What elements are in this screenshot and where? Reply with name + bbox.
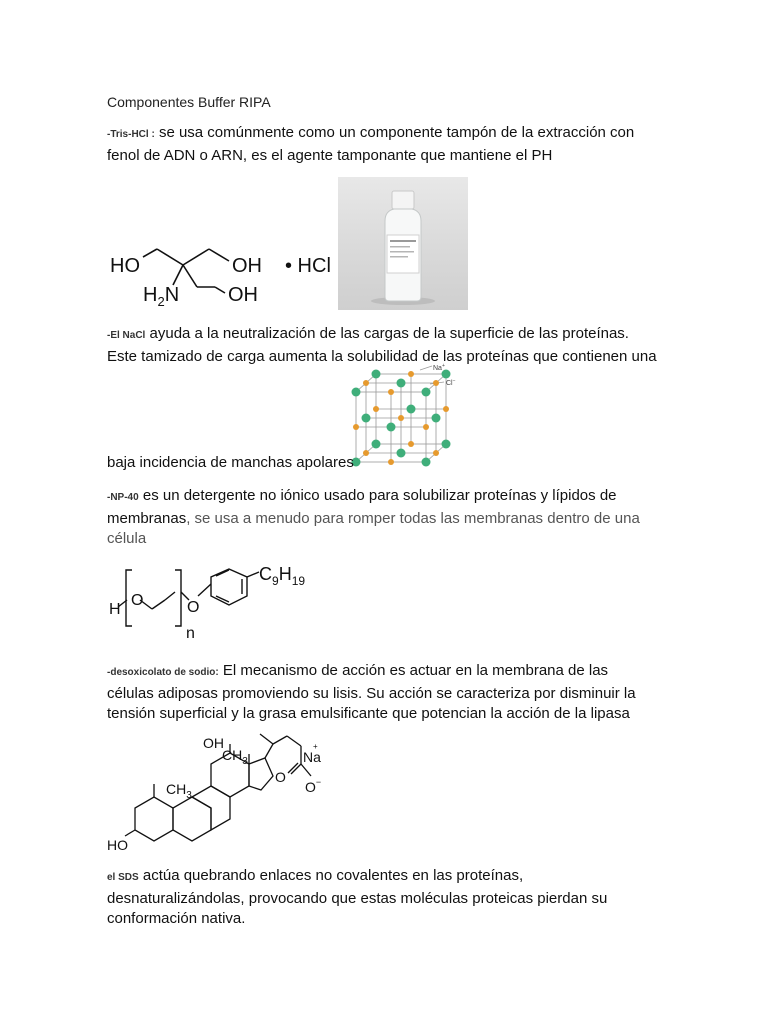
tris-oh-1: OH	[232, 255, 262, 277]
tris-hcl: • HCl	[285, 255, 331, 277]
np40-o1: O	[131, 592, 144, 609]
deoxy-label: -desoxicolato de sodio:	[107, 667, 219, 678]
tris-line1: se usa comúnmente como un componente tampón de la extracción con	[154, 124, 635, 141]
tris-ho: HO	[110, 255, 140, 277]
deoxy-paragraph	[107, 661, 636, 725]
tris-label: -Tris-HCl :	[107, 129, 155, 140]
np40-label: -NP-40	[107, 492, 139, 503]
deoxy-line1: El mecanismo de acción es actuar en la membrana de las	[218, 662, 609, 679]
nacl-crystal-lattice	[346, 362, 464, 470]
nacl-label: -El NaCl	[107, 330, 146, 341]
np40-line1: es un detergente no iónico usado para solubilizar proteínas y lípidos de	[138, 487, 617, 504]
np40-c9h19: $C_9H_{19}$	[259, 564, 306, 588]
page-title: Componentes Buffer RIPA	[107, 94, 271, 110]
deoxy-line2: células adiposas promoviendo su lisis. Su acción se caracteriza por disminuir la	[107, 684, 636, 702]
nacl-paragraph	[107, 324, 657, 367]
np40-line2a: membranas	[107, 509, 187, 527]
nacl-line2: Este tamizado de carga aumenta la solubilidad de las proteínas que contienen una	[107, 347, 657, 365]
deoxy-o-negative: O−	[305, 777, 322, 795]
sds-paragraph	[107, 866, 607, 930]
tris-nh2: $H_2N$	[143, 284, 180, 309]
deoxy-oh-top: OH	[203, 735, 224, 751]
nacl-line1: ayuda a la neutralización de las cargas de la superficie de las proteínas.	[145, 325, 629, 342]
sds-line3: conformación nativa.	[107, 910, 246, 927]
np40-o2: O	[187, 599, 200, 616]
nacl-line3: baja incidencia de manchas apolares	[107, 454, 354, 471]
deoxycholate-structure	[105, 732, 330, 854]
na-ion-label: Na+	[433, 363, 445, 372]
deoxy-ho: HO	[107, 837, 128, 853]
np40-line2b: , se usa a menudo para romper todas las membranas dentro de una	[186, 509, 640, 527]
tris-line2: fenol de ADN o ARN, es el agente tamponante que mantiene el PH	[107, 146, 553, 164]
deoxy-ch3-b: $CH_3$	[166, 781, 192, 801]
tris-structure	[105, 235, 340, 310]
buffer-bottle-photo	[338, 177, 468, 310]
np40-structure	[105, 560, 315, 642]
deoxy-na-plus: +	[313, 742, 318, 751]
tris-oh-2: OH	[228, 284, 258, 306]
deoxy-na: Na	[303, 749, 321, 765]
np40-h: H	[109, 601, 121, 618]
deoxy-ch3-a: $CH_3$	[222, 747, 248, 767]
sds-label: el SDS	[107, 872, 139, 883]
np40-paragraph	[107, 486, 640, 550]
np40-line3: célula	[107, 530, 147, 547]
sds-line1: actúa quebrando enlaces no covalentes en las proteínas,	[138, 867, 524, 884]
deoxy-o-double: O	[275, 769, 286, 785]
bottle-image	[338, 177, 468, 310]
np40-n: n	[186, 625, 195, 642]
sds-line2: desnaturalizándolas, provocando que estas moléculas proteicas pierdan su	[107, 889, 608, 907]
tris-paragraph	[107, 123, 634, 166]
cl-ion-label: Cl−	[446, 378, 456, 387]
deoxy-line3: tensión superficial y la grasa emulsificante que potencian la acción de la lipasa	[107, 705, 630, 722]
